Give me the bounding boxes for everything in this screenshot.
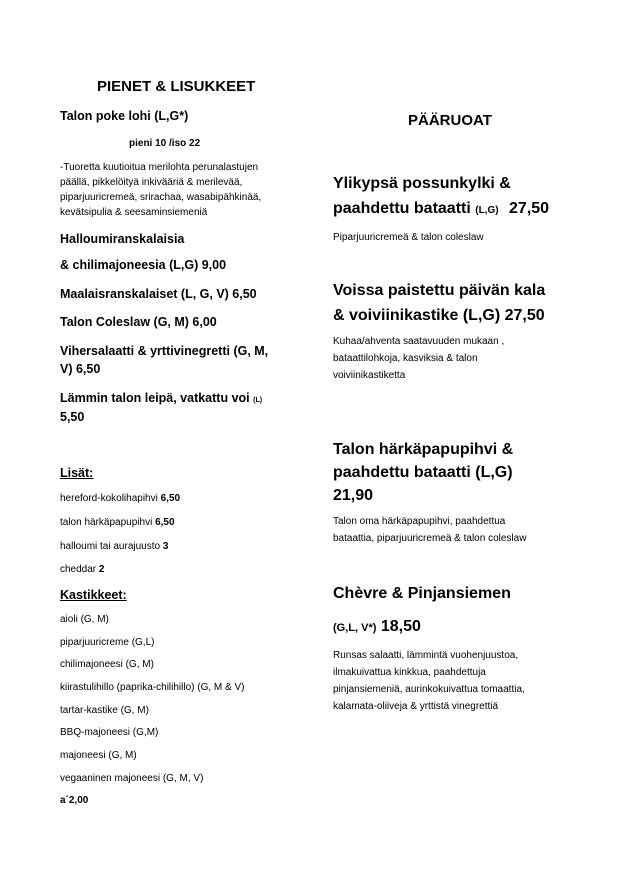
bread-price: 5,50 [60, 410, 85, 424]
kastike-item: tartar-kastike (G, M) [60, 705, 149, 716]
poke-desc-line: päällä, pikkelöityä inkivääriä & merilevää, [60, 177, 243, 188]
dish3-description [333, 513, 526, 547]
dish2-desc-line: Kuhaa/ahventa saatavuuden mukaan , [333, 336, 505, 347]
lisat-item-name: halloumi tai aurajuusto [60, 541, 161, 552]
poke-description [60, 160, 261, 220]
kastike-item: piparjuuricreme (G,L) [60, 637, 155, 648]
poke-desc-line: -Tuoretta kuutioitua merilohta perunalastujen [60, 162, 259, 173]
dish3-price: 21,90 [333, 487, 374, 504]
dish4-desc-line: pinjansiemeniä, aurinkokuivattua tomaattia, [333, 684, 525, 695]
poke-name: Talon poke lohi (L,G*) [60, 109, 189, 123]
dish4-desc-line: kalamata-oliiveja & yrttistä vinegrettiä [333, 701, 499, 712]
lisat-heading: Lisät: [60, 466, 94, 480]
kastike-item: BBQ-majoneesi (G,M) [60, 727, 159, 738]
dish1-line2 [333, 196, 549, 223]
section-title-pienet: PIENET & LISUKKEET [97, 78, 256, 95]
dish4-desc-line: ilmakuivattua kinkkua, paahdettuja [333, 667, 486, 678]
lisat-item [60, 515, 175, 530]
coleslaw-item: Talon Coleslaw (G, M) 6,00 [60, 315, 217, 329]
halloumi-line2: & chilimajoneesia (L,G) 9,00 [60, 258, 227, 272]
salad-line2: V) 6,50 [60, 362, 101, 376]
bread-line1 [60, 391, 262, 405]
dish3-line1: Talon härkäpapupihvi & [333, 441, 514, 458]
lisat-item-price: 2 [98, 564, 105, 575]
dish3-desc-line: bataattia, piparjuuricremeä & talon coleslaw [333, 533, 527, 544]
bread-diet: (L) [253, 397, 263, 404]
bread-name: Lämmin talon leipä, vatkattu voi [60, 391, 250, 405]
lisat-item [60, 491, 180, 506]
dish1-price: 27,50 [509, 200, 550, 217]
dish2-line1: Voissa paistettu päivän kala [333, 282, 546, 299]
dish1-line1: Ylikypsä possunkylki & [333, 175, 511, 192]
dish4-description [333, 647, 525, 715]
lisat-item [60, 562, 104, 577]
dish4-desc-line: Runsas salaatti, lämmintä vuohenjuustoa, [333, 650, 519, 661]
dish2-desc-line: voiviinikastiketta [333, 370, 406, 381]
section-title-paaruoat: PÄÄRUOAT [408, 112, 492, 129]
kastike-item: aioli (G, M) [60, 614, 109, 625]
dish3-line2: paahdettu bataatti (L,G) [333, 464, 513, 481]
dish2-description [333, 333, 504, 384]
kastikkeet-price: a´2,00 [60, 795, 89, 806]
fries-item: Maalaisranskalaiset (L, G, V) 6,50 [60, 287, 257, 301]
salad-line1: Vihersalaatti & yrttivinegretti (G, M, [60, 344, 269, 358]
dish2-desc-line: bataattilohkoja, kasviksia & talon [333, 353, 478, 364]
kastikkeet-heading: Kastikkeet: [60, 588, 127, 602]
lisat-item-price: 6,50 [155, 517, 175, 528]
dish1-name: paahdettu bataatti [333, 200, 471, 217]
lisat-item-name: cheddar [60, 564, 97, 575]
poke-desc-line: kevätsipulia & seesaminsiemeniä [60, 207, 208, 218]
lisat-item [60, 539, 168, 554]
dish2-line2: & voiviinikastike (L,G) 27,50 [333, 307, 545, 324]
dish4-price: 18,50 [380, 618, 421, 635]
lisat-item-name: talon härkäpapupihvi [60, 517, 153, 528]
dish1-diet: (L,G) [475, 205, 499, 216]
kastike-item: chilimajoneesi (G, M) [60, 659, 154, 670]
dish4-line1: Chèvre & Pinjansiemen [333, 585, 511, 602]
dish4-line2 [333, 614, 421, 641]
dish3-desc-line: Talon oma härkäpapupihvi, paahdettua [333, 516, 506, 527]
lisat-item-price: 3 [162, 541, 169, 552]
halloumi-line1: Halloumiranskalaisia [60, 232, 185, 246]
lisat-item-price: 6,50 [160, 493, 181, 504]
poke-desc-line: piparjuuricremeä, srirachaa, wasabipähkinää, [60, 192, 262, 203]
dish1-description: Piparjuuricremeä & talon coleslaw [333, 232, 484, 243]
kastike-item: vegaaninen majoneesi (G, M, V) [60, 773, 204, 784]
lisat-item-name: hereford-kokolihapihvi [60, 493, 158, 504]
poke-prices: pieni 10 /iso 22 [129, 138, 201, 149]
kastike-item: kiirastulihillo (paprika-chilihillo) (G, M & V) [60, 682, 245, 693]
dish4-diet: (G,L, V*) [333, 622, 377, 634]
kastike-item: majoneesi (G, M) [60, 750, 137, 761]
